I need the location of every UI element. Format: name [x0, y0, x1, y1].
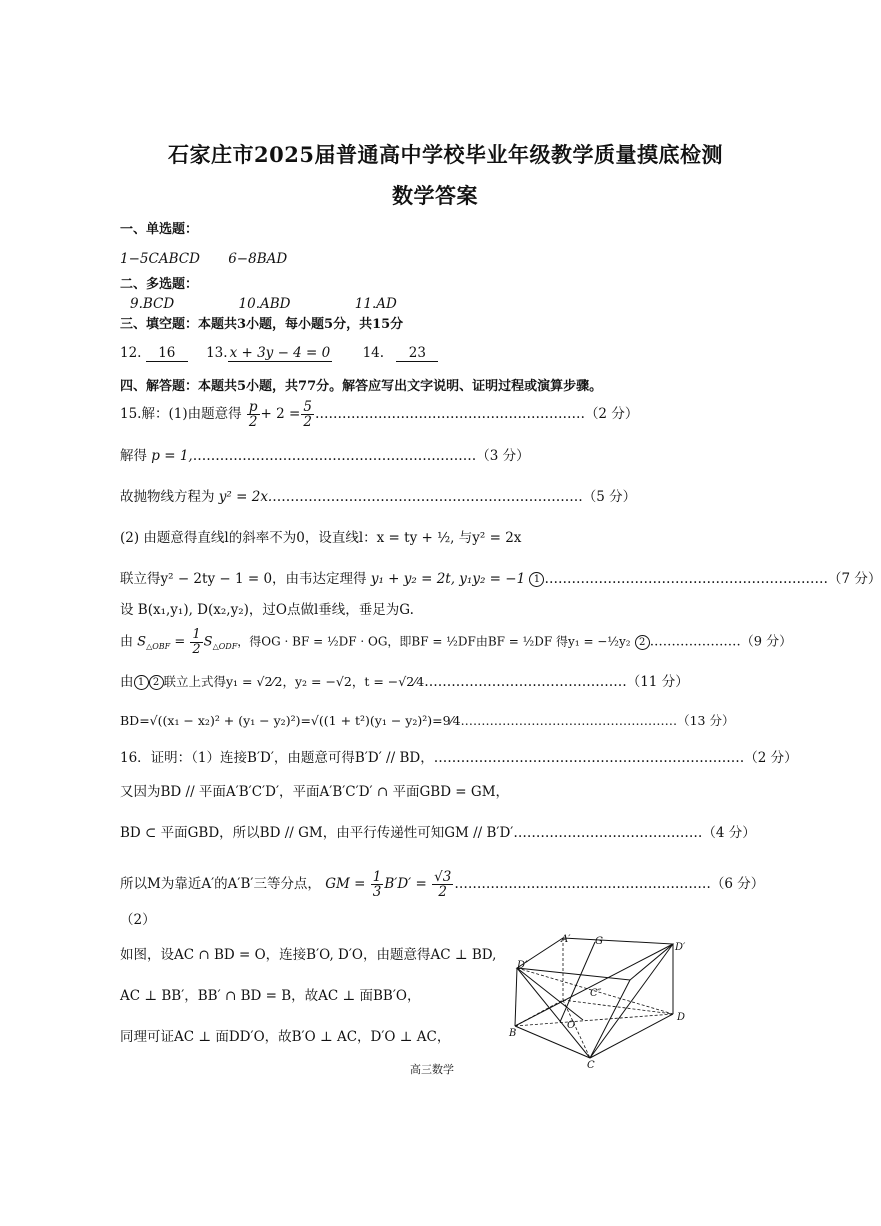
answer-line-2 — [130, 296, 397, 312]
p15-l8-mid: 联立上式得y₁ = √2⁄2，y₂ = −√2，t = −√2⁄4 — [163, 674, 425, 689]
answer-6-8: 6−8BAD — [228, 251, 288, 267]
page-title: 石家庄市2025届普通高中学校毕业年级教学质量摸底检测 — [168, 142, 723, 167]
score: （6 分） — [710, 876, 765, 893]
p16-line-3 — [120, 825, 756, 841]
q12-answer: 16 — [146, 345, 188, 362]
label-b: B — [509, 1028, 517, 1039]
frac-den: 2 — [192, 641, 201, 657]
answer-10: 10.ABD — [238, 296, 291, 312]
leader-dots: …………………………………………… — [464, 713, 678, 728]
score: （9 分） — [740, 634, 793, 650]
section-multi-choice: 二、多选题： — [120, 277, 199, 292]
section-fill-blank: 三、填空题：本题共3小题，每小题5分，共15分 — [120, 317, 404, 332]
page-subtitle: 数学答案 — [392, 183, 478, 208]
fraction-1-over-3 — [371, 870, 384, 899]
p16-line-6: 如图，设AC ∩ BD = O，连接B′O, D′O，由题意得AC ⊥ BD, — [120, 947, 497, 963]
answer-11: 11.AD — [354, 296, 397, 312]
p16-l4-math: GM = — [325, 876, 366, 893]
fraction-5-over-2 — [301, 400, 314, 429]
p16-line-1 — [120, 750, 798, 766]
diag-4 — [517, 968, 583, 1020]
frac-num: 5 — [303, 399, 312, 415]
p15-l7-pre: 由 — [120, 634, 134, 650]
leader-dots: ……………………………………………………… — [544, 571, 828, 587]
section-solutions: 四、解答题：本题共5小题，共77分。解答应写出文字说明、证明过程或演算步骤。 — [120, 379, 603, 394]
area-symbol: S — [137, 634, 147, 650]
p16-line-5: （2） — [120, 912, 156, 928]
p16-line-8: 同理可证AC ⊥ 面DD′O，故B′O ⊥ AC，D′O ⊥ AC， — [120, 1029, 451, 1045]
score: （11 分） — [626, 674, 689, 690]
p15-l9-math: BD=√((x₁ − x₂)² + (y₁ − y₂)²)=√((1 + t²)(y₁ − y₂)²)=9⁄4. — [120, 713, 465, 728]
p15-line-1 — [120, 400, 638, 429]
p15-line-4: (2) 由题意得直线l的斜率不为0，设直线l：x = ty + ½, 与y² = 2x — [120, 530, 522, 546]
circled-1: 1 — [529, 572, 544, 587]
score: （3 分） — [476, 448, 530, 464]
label-d-prime: D′ — [675, 942, 686, 953]
geometry-figure — [505, 930, 705, 1070]
answer-line-1 — [120, 251, 287, 267]
p15-l2-pre: 解得 — [120, 448, 147, 464]
leader-dots: …………………………………………………………… — [272, 489, 583, 505]
answer-9: 9.BCD — [130, 296, 175, 312]
frac-num: √3 — [434, 869, 452, 885]
edge-left — [515, 968, 517, 1026]
label-c-double-prime: C″ — [590, 988, 602, 999]
page-footer: 高三数学 — [410, 1063, 454, 1076]
frac-num: 1 — [192, 627, 201, 642]
fraction-1-over-2 — [190, 628, 202, 656]
leader-dots: …………………………………… — [513, 825, 703, 841]
area-symbol: S — [203, 634, 213, 650]
score: （4 分） — [702, 825, 756, 841]
p15-line-6: 设 B(x₁,y₁), D(x₂,y₂)，过O点做l垂线，垂足为G. — [120, 602, 414, 618]
p15-l1-post: + 2 = — [260, 406, 301, 423]
leader-dots: ………………………………………………… — [454, 876, 711, 893]
label-d-double-prime: D″ — [517, 960, 529, 971]
circled-2: 2 — [149, 675, 164, 690]
hidden-edge-2 — [515, 1014, 673, 1026]
p15-l3-math: y² = 2x. — [218, 489, 273, 505]
p16-l4-mid: B′D′ = — [384, 876, 427, 893]
area-subscript: △OBF — [146, 642, 171, 652]
q13-label: 13. — [206, 345, 228, 361]
circled-1: 1 — [134, 675, 149, 690]
leader-dots: …………………………………………………………… — [433, 750, 745, 766]
p15-l8-pre: 由 — [120, 674, 134, 690]
label-c: C — [587, 1060, 595, 1071]
answer-1-5: 1−5CABCD — [120, 251, 200, 267]
q13-answer: x + 3y − 4 = 0 — [229, 345, 331, 361]
label-g: G — [595, 936, 603, 947]
circled-2: 2 — [635, 635, 650, 650]
q14-label: 14. — [362, 345, 385, 361]
leader-dots: …………………………………………………… — [314, 406, 585, 423]
frac-den: 3 — [372, 884, 382, 901]
area-subscript: △ODF — [212, 642, 238, 652]
p15-line-8 — [120, 674, 689, 690]
edge-bc — [515, 1026, 590, 1058]
leader-dots: ……………………………………………………… — [192, 448, 477, 464]
p15-line-5 — [120, 571, 881, 587]
p16-line-4 — [120, 870, 764, 899]
score: （5 分） — [582, 489, 637, 505]
equals: = — [174, 634, 186, 650]
leader-dots: ……………………………………… — [424, 674, 627, 690]
p16-l1-text: 16．证明：（1）连接B′D′，由题意可得B′D′ // BD， — [120, 750, 434, 766]
p15-l2-math: p = 1, — [151, 448, 193, 464]
frac-den: 2 — [248, 414, 258, 431]
leader-dots: ………………… — [649, 634, 741, 650]
answer-line-3 — [120, 345, 438, 362]
label-d: D — [677, 1012, 686, 1023]
score: （2 分） — [584, 406, 639, 423]
p15-line-7 — [120, 628, 792, 656]
score: （13 分） — [677, 713, 735, 728]
p16-l3-text: BD ⊂ 平面GBD，所以BD // GM，由平行传递性可知GM // B′D′ — [120, 825, 514, 841]
fraction-p-over-2 — [247, 400, 260, 429]
p15-line-3 — [120, 489, 636, 505]
fraction-sqrt3-over-2 — [432, 870, 453, 899]
p15-line-9 — [120, 713, 734, 728]
p15-l5-math: y₁ + y₂ = 2t, y₁y₂ = −1 — [370, 571, 526, 587]
p15-l7-mid: ，得OG · BF = ½DF · OG，即BF = ½DF由BF = ½DF 得y₁ = −½y₂ — [237, 634, 631, 649]
p15-l3-pre: 故抛物线方程为 — [120, 489, 215, 505]
p15-line-2 — [120, 448, 530, 464]
diag-2 — [590, 944, 673, 1058]
frac-den: 2 — [303, 414, 312, 431]
score: （2 分） — [744, 750, 798, 766]
frac-num: p — [248, 399, 258, 415]
frac-num: 1 — [372, 869, 382, 885]
p15-l5-pre: 联立得y² − 2ty − 1 = 0，由韦达定理得 — [120, 571, 367, 587]
label-o: O — [567, 1020, 576, 1031]
score: （7 分） — [827, 571, 881, 587]
frac-den: 2 — [438, 884, 448, 901]
edge-cd — [590, 1014, 673, 1058]
q12-label: 12. — [120, 345, 142, 361]
q14-answer: 23 — [396, 345, 438, 362]
label-a-prime: A′ — [561, 934, 571, 945]
p16-line-2: 又因为BD // 平面A′B′C′D′，平面A′B′C′D′ ∩ 平面GBD = GM， — [120, 784, 510, 800]
p16-line-7: AC ⊥ BB′，BB′ ∩ BD = B，故AC ⊥ 面BB′O， — [120, 988, 421, 1004]
hidden-edge-3 — [563, 1000, 673, 1014]
p15-l1-pre: 15.解：(1)由题意得 — [120, 406, 242, 423]
p16-l4-pre: 所以M为靠近A′的A′B′三等分点， — [120, 876, 321, 893]
section-single-choice: 一、单选题： — [120, 222, 199, 237]
diag-1 — [517, 968, 590, 1058]
